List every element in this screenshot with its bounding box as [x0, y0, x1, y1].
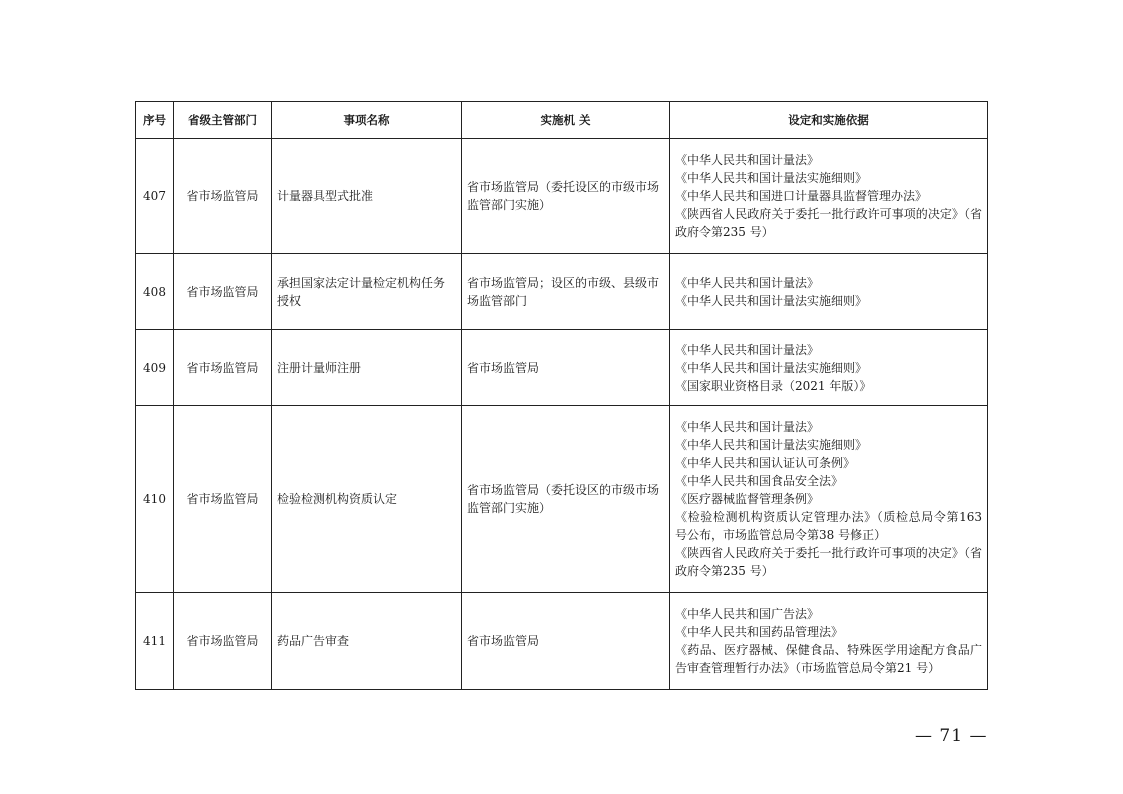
cell-dept: 省市场监管局 — [174, 593, 272, 690]
basis-item: 《中华人民共和国进口计量器具监督管理办法》 — [675, 189, 928, 203]
page-number: — 71 — — [915, 726, 988, 746]
cell-agency: 省市场监管局（委托设区的市级市场监管部门实施） — [462, 406, 670, 593]
cell-name: 药品广告审查 — [272, 593, 462, 690]
cell-agency: 省市场监管局；设区的市级、县级市场监管部门 — [462, 254, 670, 330]
basis-item: 《中华人民共和国食品安全法》 — [675, 474, 844, 488]
cell-name: 注册计量师注册 — [272, 330, 462, 406]
header-dept: 省级主管部门 — [174, 102, 272, 139]
header-agency: 实施机 关 — [462, 102, 670, 139]
basis-item: 《检验检测机构资质认定管理办法》（质检总局令第163 号公布，市场监管总局令第38 号修正） — [675, 510, 982, 542]
cell-basis — [670, 139, 988, 254]
cell-basis — [670, 406, 988, 593]
cell-dept: 省市场监管局 — [174, 406, 272, 593]
cell-num: 408 — [136, 254, 174, 330]
items-table — [135, 101, 988, 690]
table-row — [136, 139, 988, 254]
cell-basis — [670, 593, 988, 690]
basis-item: 《中华人民共和国计量法》 — [675, 342, 820, 357]
cell-num: 409 — [136, 330, 174, 406]
cell-dept: 省市场监管局 — [174, 330, 272, 406]
cell-basis — [670, 254, 988, 330]
basis-item: 《中华人民共和国计量法》 — [675, 153, 820, 167]
cell-num: 410 — [136, 406, 174, 593]
header-name: 事项名称 — [272, 102, 462, 139]
header-basis: 设定和实施依据 — [670, 102, 988, 139]
basis-item: 《中华人民共和国计量法实施细则》 — [675, 293, 868, 308]
cell-dept: 省市场监管局 — [174, 254, 272, 330]
basis-item: 《陕西省人民政府关于委托一批行政许可事项的决定》（省政府令第235 号） — [675, 207, 982, 239]
table-header-row — [136, 102, 988, 139]
cell-basis — [670, 330, 988, 406]
basis-item: 《中华人民共和国计量法实施细则》 — [675, 360, 868, 375]
table-row — [136, 406, 988, 593]
basis-item: 《中华人民共和国计量法实施细则》 — [675, 171, 868, 185]
cell-name: 计量器具型式批准 — [272, 139, 462, 254]
header-num: 序号 — [136, 102, 174, 139]
table-row — [136, 254, 988, 330]
basis-item: 《国家职业资格目录（2021 年版）》 — [675, 378, 872, 393]
basis-item: 《中华人民共和国计量法实施细则》 — [675, 438, 868, 452]
basis-item: 《中华人民共和国认证认可条例》 — [675, 456, 856, 470]
cell-num: 407 — [136, 139, 174, 254]
cell-name: 承担国家法定计量检定机构任务授权 — [272, 254, 462, 330]
basis-item: 《中华人民共和国广告法》 — [675, 607, 820, 621]
cell-agency: 省市场监管局（委托设区的市级市场监管部门实施） — [462, 139, 670, 254]
basis-item: 《中华人民共和国药品管理法》 — [675, 625, 844, 639]
table-row — [136, 593, 988, 690]
cell-agency: 省市场监管局 — [462, 593, 670, 690]
cell-agency: 省市场监管局 — [462, 330, 670, 406]
table-row — [136, 330, 988, 406]
basis-item: 《药品、医疗器械、保健食品、特殊医学用途配方食品广告审查管理暂行办法》（市场监管总局令第21 号） — [675, 643, 982, 675]
basis-item: 《中华人民共和国计量法》 — [675, 275, 820, 290]
cell-num: 411 — [136, 593, 174, 690]
cell-name: 检验检测机构资质认定 — [272, 406, 462, 593]
basis-item: 《陕西省人民政府关于委托一批行政许可事项的决定》（省政府令第235 号） — [675, 546, 982, 578]
basis-item: 《中华人民共和国计量法》 — [675, 420, 820, 434]
cell-dept: 省市场监管局 — [174, 139, 272, 254]
basis-item: 《医疗器械监督管理条例》 — [675, 492, 820, 506]
